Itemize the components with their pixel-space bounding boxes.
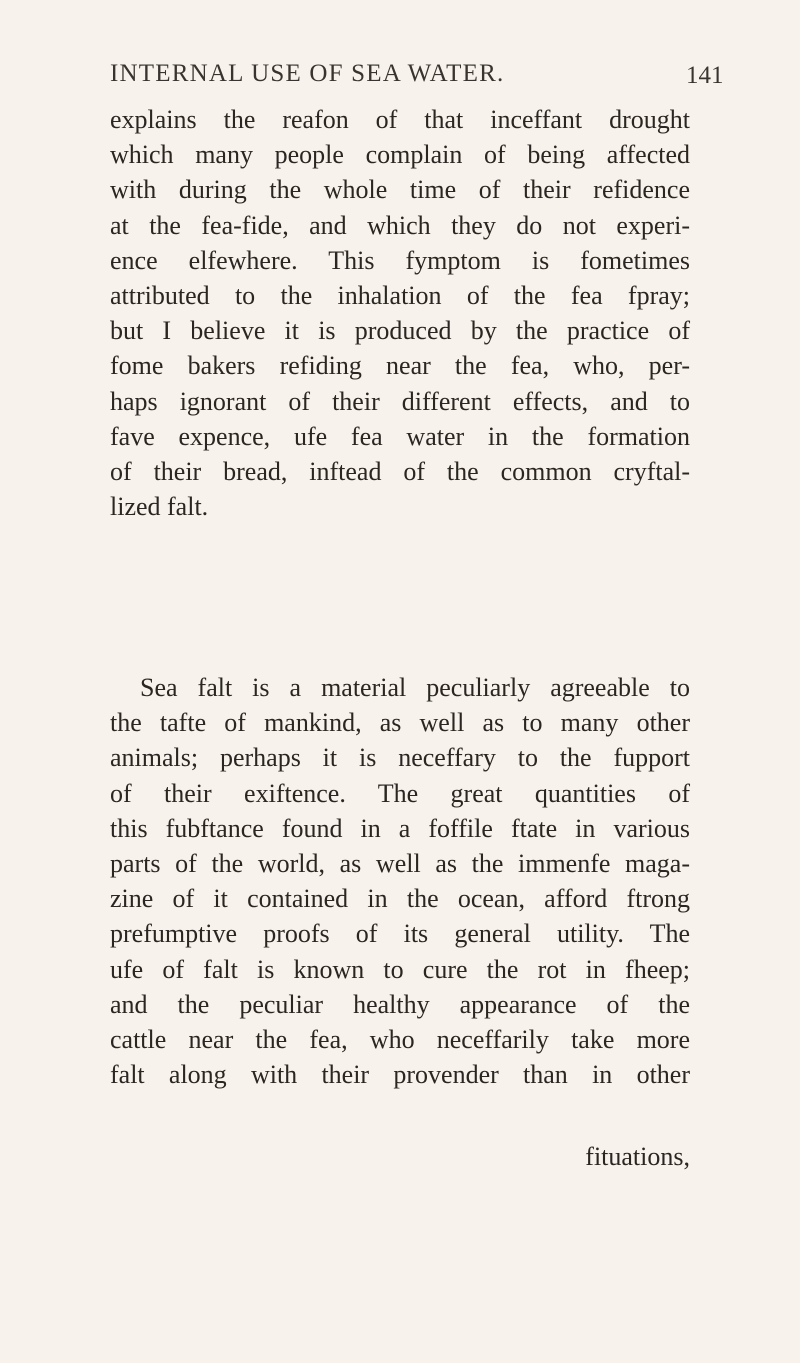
text-line: the tafte of mankind, as well as to many other [110, 708, 690, 738]
text-line: falt along with their provender than in other [110, 1060, 690, 1090]
text-line: of their bread, inftead of the common cryftal- [110, 456, 690, 486]
text-line: but I believe it is produced by the practice of [110, 316, 690, 346]
text-line: ence elfewhere. This fymptom is fometimes [110, 245, 690, 275]
text-line: lized falt. [110, 492, 209, 522]
text-line: animals; perhaps it is neceffary to the fupport [110, 743, 690, 773]
page-number: 141 [686, 62, 724, 89]
text-line: ufe of falt is known to cure the rot in fheep; [110, 954, 690, 984]
paragraph-1 [110, 102, 690, 524]
text-line: which many people complain of being affected [110, 140, 690, 170]
text-line: with during the whole time of their refidence [110, 175, 690, 205]
running-head: INTERNAL USE OF SEA WATER. [110, 60, 505, 87]
text-line: prefumptive proofs of its general utility. The [110, 919, 690, 949]
text-line: explains the reafon of that inceffant drought [110, 105, 690, 134]
paragraph-2 [110, 670, 690, 1092]
text-line: fome bakers refiding near the fea, who, per- [110, 351, 690, 381]
catchword: fituations, [585, 1142, 690, 1171]
text-line: fave expence, ufe fea water in the formation [110, 421, 690, 451]
text-line: cattle near the fea, who neceffarily take more [110, 1024, 690, 1054]
text-line: of their exiftence. The great quantities of [110, 778, 690, 808]
text-line: parts of the world, as well as the immenfe maga- [110, 848, 690, 878]
text-line: haps ignorant of their different effects, and to [110, 386, 690, 416]
text-line: Sea falt is a material peculiarly agreeable to [140, 673, 690, 702]
text-line: zine of it contained in the ocean, afford ftrong [110, 884, 690, 914]
text-line: and the peculiar healthy appearance of the [110, 989, 690, 1019]
text-line: this fubftance found in a foffile ftate in various [110, 813, 690, 843]
catchword-block [110, 1139, 690, 1174]
text-line: attributed to the inhalation of the fea fpray; [110, 280, 690, 310]
text-line: at the fea-fide, and which they do not experi- [110, 210, 690, 240]
